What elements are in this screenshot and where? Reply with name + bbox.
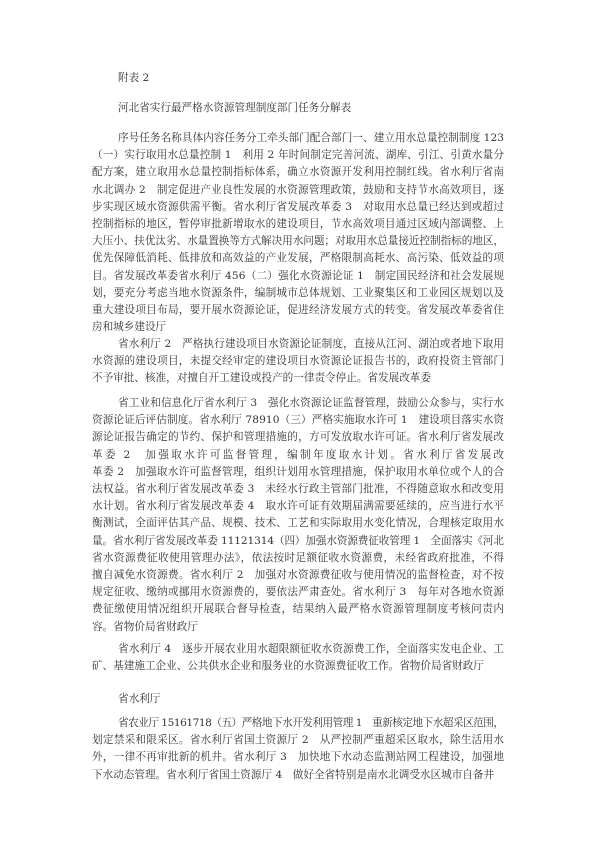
paragraph-line: 规定征收、缴纳或挪用水资源费的，要依法严肃查处。省水利厅 3 每年对各地水资源 (92, 586, 505, 599)
appendix-label: 附表 2 (118, 72, 150, 84)
paragraph-line: 大压小、扶优汰劣、水量置换等方式解决用水问题；对取用水总量接近控制指标的地区， (92, 235, 504, 248)
paragraph-line: 衡测试，全面评估其产品、规模、技术、工艺和实际取用水变化情况，合理核定取用水 (92, 517, 505, 530)
paragraph-line: 序号任务名称具体内容任务分工牵头部门配合部门一、建立用水总量控制制度 123 (118, 132, 505, 144)
paragraph-line: 目。省发展改革委省水利厅 456（二）强化水资源论证 1 制定国民经济和社会发展规 (92, 269, 505, 282)
paragraph-line: 费征缴使用情况组织开展联合督导检查，结果纳入最严格水资源管理制度考核问责内 (92, 603, 505, 616)
paragraph-line: 省工业和信息化厅省水利厅 3 强化水资源论证监督管理，鼓励公众参与，实行水 (118, 397, 505, 409)
paragraph-line: 水计划。省水利厅省发展改革委 4 取水许可证有效期届满需要延续的，应当进行水平 (92, 500, 505, 513)
paragraph-line: 房和城乡建设厅 (92, 321, 167, 334)
document-title: 河北省实行最严格水资源管理制度部门任务分解表 (118, 102, 352, 114)
paragraph-line: 省农业厅 15161718（五）严格地下水开发利用管理 1 重新核定地下水超采区范围， (118, 717, 504, 729)
paragraph-line: 重大建设项目布局，要开展水资源论证，促进经济发展方式的转变。省发展改革委省住 (92, 304, 505, 316)
paragraph-line: 擅自减免水资源费。省水利厅 2 加强对水资源费征收与使用情况的监督检查，对不按 (92, 569, 505, 581)
paragraph-line: 法权益。省水利厅省发展改革委 3 未经水行政主管部门批准，不得随意取水和改变用 (92, 483, 505, 495)
paragraph-line: 革委 2 加强取水许可监督管理，组织计划用水管理措施，保护取用水单位或个人的合 (92, 465, 505, 478)
paragraph-line: 源论证报告确定的节约、保护和管理措施的，方可发放取水许可证。省水利厅省发展改 (92, 431, 505, 444)
paragraph-line: 容。省物价局省财政厅 (92, 620, 198, 633)
paragraph-line: 配方案，建立取用水总量控制指标体系，确立水资源开发利用控制红线。省水利厅省南 (92, 166, 505, 179)
paragraph-line: （一）实行取用水总量控制 1 利用 2 年时间制定完善河流、湖库、引江、引黄水量分 (92, 149, 505, 162)
paragraph-line: 划，要充分考虑当地水资源条件，编制城市总体规划、工业聚集区和工业园区规划以及 (92, 286, 505, 299)
paragraph-line: 资源论证后评估制度。省水利厅 78910（三）严格实施取水许可 1 建设项目落实水资 (92, 414, 505, 427)
paragraph-line: 不予审批、核准，对擅自开工建设或投产的一律责令停止。省发展改革委 (92, 372, 431, 385)
paragraph-line: 水资源的建设项目，未提交经审定的建设项目水资源论证报告书的，政府投资主管部门 (92, 355, 505, 368)
paragraph-line: 下水动态管理。省水利厅省国土资源厅 4 做好全省特别是南水北调受水区城市自备井 (92, 768, 495, 781)
paragraph-line: 革委 2 加强取水许可监督管理，编制年度取水计划。省水利厅省发展改 (92, 448, 507, 461)
paragraph-line: 省水利厅 2 严格执行建设项目水资源论证制度，直接从江河、湖泊或者地下取用 (118, 338, 505, 350)
paragraph-line: 步实现区域水资源供需平衡。省水利厅省发展改革委 3 对取用水总量已经达到或超过 (92, 200, 505, 213)
paragraph-line: 外，一律不再审批新的机井。省水利厅 3 加快地下水动态监测站网工程建设，加强地 (92, 751, 505, 764)
paragraph-line: 水北调办 2 制定促进产业良性发展的水资源管理政策，鼓励和支持节水高效项目，逐 (92, 183, 505, 196)
paragraph-line: 矿、基建施工企业、公共供水企业和服务业的水资源费征收工作。省物价局省财政厅 (92, 660, 484, 673)
paragraph-line: 优先保障低消耗、低排放和高效益的产业发展，严格限制高耗水、高污染、低效益的项 (92, 252, 505, 265)
paragraph-line: 控制指标的地区，暂停审批新增取水的建设项目，节水高效项目通过区域内部调整、上 (92, 218, 505, 230)
paragraph-line: 量。省水利厅省发展改革委 11121314（四）加强水资源费征收管理 1 全面落实《河北 (92, 534, 504, 547)
paragraph-line: 省水利厅 4 逐步开展农业用水超限额征收水资源费工作，全面落实发电企业、工 (118, 643, 505, 655)
paragraph-line: 省水资源费征收使用管理办法》，依法按时足额征收水资源费，未经省政府批准，不得 (92, 551, 505, 564)
paragraph-line: 省水利厅 (118, 693, 161, 705)
paragraph-line: 划定禁采和限采区。省水利厅省国土资源厅 2 从严控制严重超采区取水，除生活用水 (92, 734, 505, 747)
